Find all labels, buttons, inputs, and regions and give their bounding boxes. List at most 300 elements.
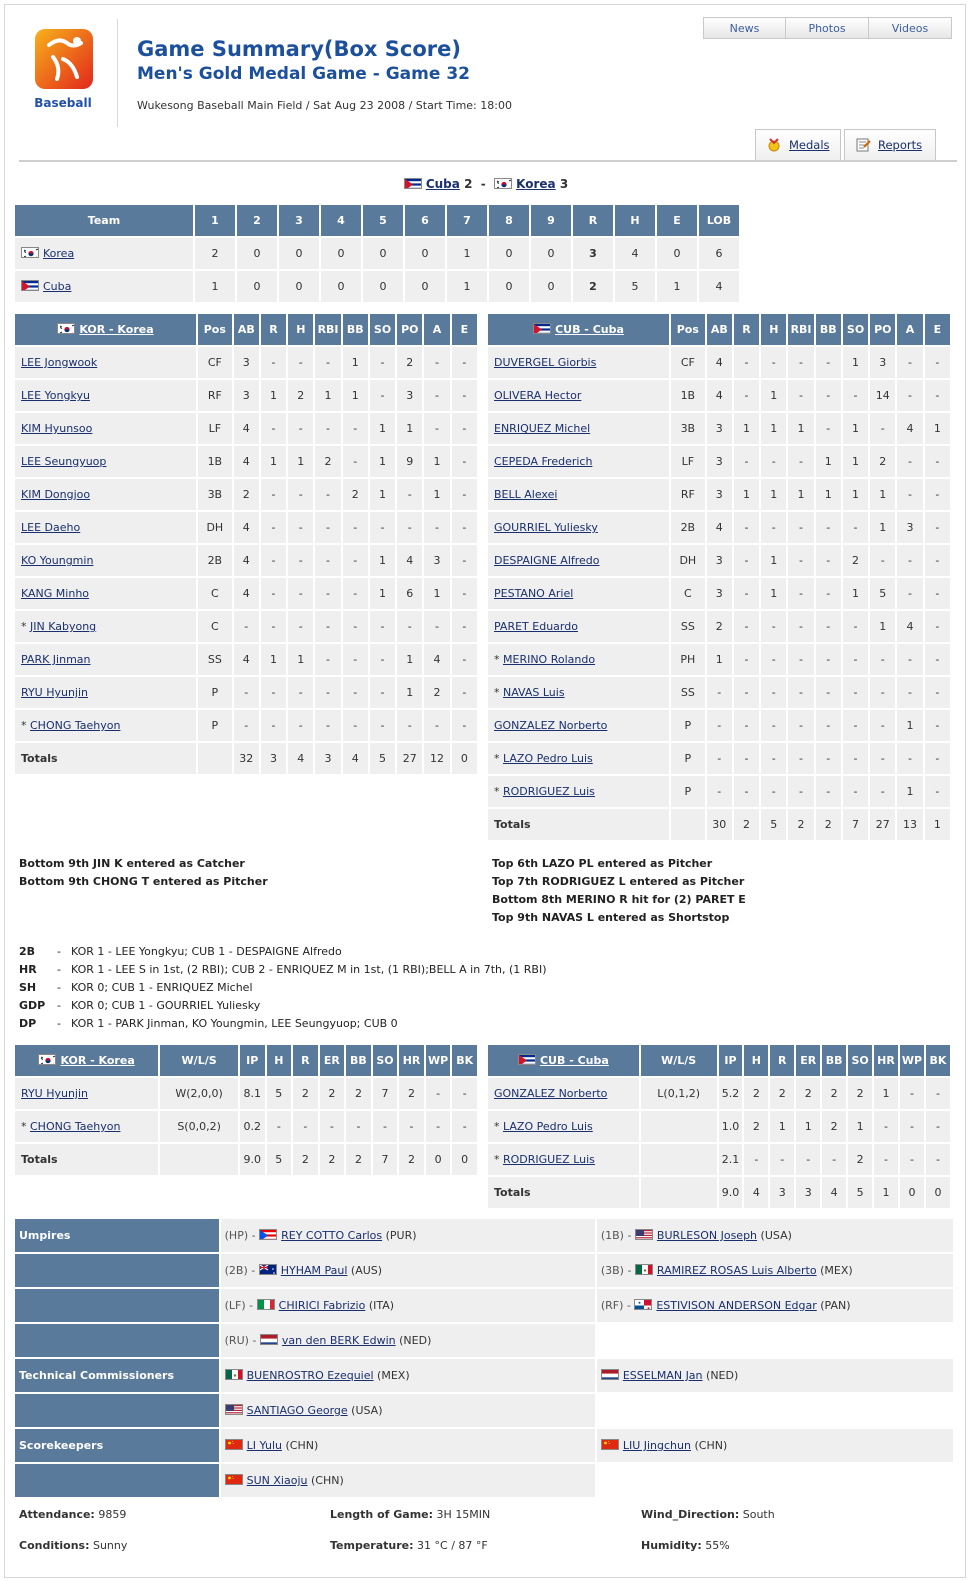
stat-cell: 3 <box>707 479 732 510</box>
totals-row <box>15 743 477 774</box>
tab-reports-label: Reports <box>878 138 923 152</box>
officials-label-cell: Umpires <box>15 1219 219 1252</box>
official-cell <box>221 1464 595 1497</box>
stat-cell: DH <box>198 512 232 543</box>
stat-cell: - <box>424 413 449 444</box>
stat-cell: 2.1 <box>719 1144 743 1175</box>
stat-cell: CF <box>198 347 232 378</box>
play-line <box>19 997 547 1015</box>
header-divider <box>117 19 118 127</box>
stat-cell: 1 <box>370 479 395 510</box>
stat-cell: - <box>315 710 340 741</box>
player-link[interactable]: RODRIGUEZ Luis <box>503 785 595 798</box>
officials-row <box>15 1464 953 1497</box>
stat-cell: - <box>788 545 813 576</box>
flag-pur-icon <box>259 1229 277 1240</box>
stat-header-cell: W/L/S <box>160 1045 238 1076</box>
stat-cell: - <box>370 380 395 411</box>
stat-cell: - <box>343 710 368 741</box>
totals-cell: 9.0 <box>719 1177 743 1208</box>
stat-cell: - <box>761 347 786 378</box>
player-link[interactable]: KANG Minho <box>21 587 90 600</box>
totals-cell: 2 <box>734 809 759 840</box>
player-link[interactable]: OLIVERA Hector <box>494 389 582 402</box>
stat-cell: - <box>707 710 732 741</box>
totals-cell: 3 <box>315 743 340 774</box>
stat-cell: 0.2 <box>240 1111 265 1142</box>
totals-cell: 0 <box>900 1177 924 1208</box>
length-label: Length of Game: <box>330 1508 434 1521</box>
stat-cell: - <box>315 644 340 675</box>
player-name-cell <box>488 578 669 609</box>
stat-cell: 4 <box>707 512 732 543</box>
player-link[interactable]: LEE Yongkyu <box>21 389 90 402</box>
linescore-value-cell: 1 <box>657 271 697 302</box>
flag-chn-icon <box>225 1439 243 1450</box>
stat-cell: - <box>343 611 368 642</box>
stat-cell: 1 <box>770 1111 794 1142</box>
totals-label: Totals <box>488 809 669 840</box>
stat-cell: - <box>870 677 895 708</box>
humidity-label: Humidity: <box>641 1539 702 1552</box>
play-key: SH <box>19 981 37 994</box>
stat-cell: 9 <box>397 446 422 477</box>
stat-header-cell: H <box>288 314 313 345</box>
stat-cell: 4 <box>234 446 259 477</box>
player-link[interactable]: CEPEDA Frederich <box>494 455 593 468</box>
official-link[interactable]: HYHAM Paul <box>280 1264 348 1277</box>
official-link[interactable]: REY COTTO Carlos <box>281 1229 383 1242</box>
stat-header-cell: E <box>452 314 477 345</box>
stat-cell: 2 <box>796 1078 820 1109</box>
korea-substitution-notes <box>19 855 268 891</box>
stat-cell: - <box>424 380 449 411</box>
score-team2-value: 3 <box>559 177 569 191</box>
stat-cell: 4 <box>897 611 922 642</box>
substitute-marker: * <box>21 719 30 732</box>
linescore-value-cell: 0 <box>237 271 277 302</box>
stat-cell: 1 <box>370 446 395 477</box>
totals-cell: 4 <box>288 743 313 774</box>
player-link[interactable]: LAZO Pedro Luis <box>503 1120 593 1133</box>
stat-cell: 1 <box>843 413 868 444</box>
page-frame <box>4 4 966 1578</box>
totals-cell <box>671 809 705 840</box>
stat-cell: - <box>843 776 868 807</box>
stat-cell: - <box>925 743 950 774</box>
player-row <box>488 479 950 510</box>
stat-cell: 2 <box>424 677 449 708</box>
linescore-value-cell: 0 <box>657 238 697 269</box>
tab-medals[interactable] <box>755 129 841 160</box>
stat-cell: 3 <box>234 347 259 378</box>
stat-cell: - <box>796 1144 820 1175</box>
stat-cell: - <box>788 380 813 411</box>
totals-cell: 2 <box>788 809 813 840</box>
humidity-value: 55% <box>705 1539 730 1552</box>
stat-cell: - <box>843 677 868 708</box>
temperature-value: 31 °C / 87 °F <box>417 1539 488 1552</box>
stat-cell: 1 <box>897 776 922 807</box>
player-row <box>15 677 477 708</box>
stat-cell: 1 <box>843 347 868 378</box>
stat-cell: 1 <box>761 578 786 609</box>
stat-cell: - <box>897 578 922 609</box>
player-name-cell <box>488 611 669 642</box>
official-cell <box>221 1254 595 1287</box>
player-row <box>15 446 477 477</box>
stat-cell: - <box>897 743 922 774</box>
stat-cell: 1 <box>343 380 368 411</box>
stat-cell: RF <box>671 479 705 510</box>
stat-cell: - <box>452 512 477 543</box>
stat-cell: - <box>288 413 313 444</box>
player-name-cell <box>15 710 196 741</box>
flag-ned-icon <box>601 1369 619 1380</box>
stat-cell: - <box>370 611 395 642</box>
stat-cell: - <box>452 611 477 642</box>
totals-cell: 5 <box>370 743 395 774</box>
stat-cell: - <box>925 380 950 411</box>
player-link[interactable]: MERINO Rolando <box>503 653 596 666</box>
tab-reports[interactable] <box>844 129 936 160</box>
player-link[interactable]: RYU Hyunjin <box>21 686 89 699</box>
totals-cell: 5 <box>761 809 786 840</box>
stat-cell: - <box>874 1111 898 1142</box>
official-link[interactable]: RAMIREZ ROSAS Luis Alberto <box>656 1264 817 1277</box>
player-row <box>15 710 477 741</box>
stat-cell: 3 <box>870 347 895 378</box>
player-name-cell <box>488 512 669 543</box>
length-value: 3H 15MIN <box>436 1508 491 1521</box>
stat-cell: LF <box>198 413 232 444</box>
stat-cell: - <box>843 743 868 774</box>
official-link[interactable]: ESSELMAN Jan <box>622 1369 703 1382</box>
totals-cell: 0 <box>452 743 477 774</box>
top-nav <box>703 17 952 39</box>
nav-photos[interactable]: Photos <box>786 17 869 39</box>
totals-cell: 27 <box>870 809 895 840</box>
stat-header-cell: H <box>761 314 786 345</box>
official-nationality: (USA) <box>351 1404 383 1417</box>
stat-cell: CF <box>671 347 705 378</box>
stat-header-cell: RBI <box>315 314 340 345</box>
stat-cell: - <box>925 446 950 477</box>
stat-cell: - <box>426 1111 451 1142</box>
score-team2-link[interactable]: Korea <box>516 177 556 191</box>
stat-cell: 4 <box>424 644 449 675</box>
official-link[interactable]: van den BERK Edwin <box>281 1334 396 1347</box>
stat-cell: - <box>261 677 286 708</box>
stat-cell: 4 <box>234 413 259 444</box>
totals-cell: 5 <box>848 1177 872 1208</box>
stat-cell: - <box>234 611 259 642</box>
player-link[interactable]: KIM Hyunsoo <box>21 422 93 435</box>
player-link[interactable]: KIM Dongjoo <box>21 488 91 501</box>
stat-header-cell: H <box>267 1045 292 1076</box>
player-name-cell <box>488 347 669 378</box>
totals-cell: 2 <box>346 1144 371 1175</box>
linescore-value-cell: 6 <box>699 238 739 269</box>
stat-cell: - <box>452 578 477 609</box>
stat-cell: - <box>452 446 477 477</box>
stat-cell: 1 <box>734 479 759 510</box>
stat-cell: - <box>399 1111 424 1142</box>
stat-header-cell: SO <box>848 1045 872 1076</box>
team-header-link[interactable]: CUB - Cuba <box>555 323 624 336</box>
stat-header-cell: BB <box>343 314 368 345</box>
stat-cell: 1 <box>370 578 395 609</box>
official-position: (RF) - <box>600 1299 631 1312</box>
stat-cell: - <box>734 611 759 642</box>
player-row <box>488 1078 950 1109</box>
player-name-cell <box>488 710 669 741</box>
stat-cell: - <box>761 446 786 477</box>
stat-cell: - <box>261 710 286 741</box>
player-name-cell <box>488 479 669 510</box>
stat-cell: - <box>397 710 422 741</box>
totals-cell: 30 <box>707 809 732 840</box>
stat-cell: - <box>261 611 286 642</box>
player-link[interactable]: GOURRIEL Yuliesky <box>494 521 598 534</box>
stat-cell: - <box>315 479 340 510</box>
korea-pitching-table <box>13 1043 479 1177</box>
official-nationality: (USA) <box>760 1229 792 1242</box>
linescore-value-cell: 1 <box>195 271 235 302</box>
player-row <box>15 1111 477 1142</box>
stat-cell: - <box>788 611 813 642</box>
totals-cell: 5 <box>267 1144 292 1175</box>
stat-cell: 3 <box>707 578 732 609</box>
totals-cell: 2 <box>816 809 841 840</box>
player-link[interactable]: PARK Jinman <box>21 653 91 666</box>
play-line <box>19 961 547 979</box>
team-header-link[interactable]: KOR - Korea <box>79 323 154 336</box>
linescore-header-cell: LOB <box>699 205 739 236</box>
substitute-marker: * <box>494 1120 503 1133</box>
player-link[interactable]: DESPAIGNE Alfredo <box>494 554 600 567</box>
team-header-cell <box>488 314 669 345</box>
linescore-team-link[interactable]: Korea <box>43 247 75 260</box>
totals-row <box>488 1177 950 1208</box>
stat-cell: - <box>816 347 841 378</box>
stat-cell: P <box>671 743 705 774</box>
stat-cell: 2 <box>315 446 340 477</box>
player-row <box>15 545 477 576</box>
officials-label-cell: Scorekeepers <box>15 1429 219 1462</box>
totals-cell <box>198 743 232 774</box>
stat-cell: 1 <box>288 446 313 477</box>
nav-news[interactable]: News <box>703 17 786 39</box>
player-link[interactable]: CHONG Taehyon <box>30 1120 121 1133</box>
stat-cell: - <box>870 743 895 774</box>
score-team1-link[interactable]: Cuba <box>425 177 460 191</box>
totals-label: Totals <box>15 1144 158 1175</box>
player-link[interactable]: PESTANO Ariel <box>494 587 574 600</box>
linescore-value-cell: 2 <box>573 271 613 302</box>
team-header-cell <box>488 1045 639 1076</box>
stat-cell: - <box>424 710 449 741</box>
stat-cell: - <box>373 1111 398 1142</box>
stat-cell: - <box>315 512 340 543</box>
official-nationality: (MEX) <box>377 1369 410 1382</box>
player-link[interactable]: KO Youngmin <box>21 554 94 567</box>
player-link[interactable]: LAZO Pedro Luis <box>503 752 593 765</box>
stat-cell: - <box>343 677 368 708</box>
stat-cell: - <box>788 446 813 477</box>
totals-label: Totals <box>15 743 196 774</box>
player-link[interactable]: RODRIGUEZ Luis <box>503 1153 595 1166</box>
stat-header-row <box>488 314 950 345</box>
stat-cell: 4 <box>234 578 259 609</box>
official-cell <box>597 1219 953 1252</box>
official-link[interactable]: BURLESON Joseph <box>656 1229 758 1242</box>
official-position: (RU) - <box>224 1334 257 1347</box>
player-link[interactable]: ENRIQUEZ Michel <box>494 422 591 435</box>
stat-header-cell: A <box>897 314 922 345</box>
stat-cell: - <box>346 1111 371 1142</box>
official-link[interactable]: ESTIVISON ANDERSON Edgar <box>656 1299 817 1312</box>
stat-header-cell: WP <box>426 1045 451 1076</box>
stat-cell: - <box>370 347 395 378</box>
stat-cell: 1 <box>424 479 449 510</box>
player-link[interactable]: RYU Hyunjin <box>21 1087 89 1100</box>
player-link[interactable]: BELL Alexei <box>494 488 558 501</box>
official-link[interactable]: BUENROSTRO Ezequiel <box>246 1369 374 1382</box>
official-cell <box>597 1324 953 1357</box>
stat-cell: 2 <box>744 1078 768 1109</box>
stat-cell: 1 <box>370 545 395 576</box>
flag-kor-icon <box>38 1054 56 1065</box>
stat-cell: 3 <box>707 545 732 576</box>
stat-cell: 3B <box>198 479 232 510</box>
totals-cell: 4 <box>822 1177 846 1208</box>
official-link[interactable]: LIU Jingchun <box>622 1439 691 1452</box>
linescore-value-cell: 0 <box>489 238 529 269</box>
totals-cell: 27 <box>397 743 422 774</box>
linescore-team-cell <box>15 271 193 302</box>
totals-cell: 13 <box>897 809 922 840</box>
player-name-cell <box>15 512 196 543</box>
official-cell <box>221 1289 595 1322</box>
sport-label: Baseball <box>34 96 92 110</box>
player-link[interactable]: CHONG Taehyon <box>30 719 121 732</box>
player-row <box>488 512 950 543</box>
stat-cell: - <box>900 1111 924 1142</box>
player-link[interactable]: LEE Jongwook <box>21 356 98 369</box>
stat-cell: - <box>452 380 477 411</box>
player-name-cell <box>488 1111 639 1142</box>
stat-cell: - <box>261 512 286 543</box>
player-link[interactable]: NAVAS Luis <box>503 686 565 699</box>
linescore-value-cell: 0 <box>237 238 277 269</box>
official-link[interactable]: SUN Xiaoju <box>246 1474 308 1487</box>
officials-label-cell <box>15 1464 219 1497</box>
flag-kor <box>494 178 512 189</box>
team-header-link[interactable]: CUB - Cuba <box>539 1054 609 1067</box>
officials-row <box>15 1324 953 1357</box>
stat-cell: 1 <box>816 479 841 510</box>
stat-cell: - <box>452 545 477 576</box>
stat-cell <box>641 1144 717 1175</box>
player-link[interactable]: JIN Kabyong <box>30 620 97 633</box>
official-link[interactable]: LI Yulu <box>246 1439 282 1452</box>
player-link[interactable]: GONZALEZ Norberto <box>494 1087 608 1100</box>
player-link[interactable]: GONZALEZ Norberto <box>494 719 608 732</box>
player-row <box>488 578 950 609</box>
stat-cell: L(0,1,2) <box>641 1078 717 1109</box>
player-link[interactable]: DUVERGEL Giorbis <box>494 356 597 369</box>
stat-cell: 2 <box>770 1078 794 1109</box>
player-row <box>488 446 950 477</box>
totals-row <box>15 1144 477 1175</box>
stat-cell: 1 <box>848 1111 872 1142</box>
stat-cell: 1 <box>843 578 868 609</box>
stat-cell: 1 <box>288 644 313 675</box>
stat-cell: - <box>343 545 368 576</box>
stat-header-row <box>488 1045 950 1076</box>
nav-videos[interactable]: Videos <box>869 17 952 39</box>
linescore-value-cell: 3 <box>573 238 613 269</box>
stat-cell: - <box>897 479 922 510</box>
stat-cell: 1 <box>707 644 732 675</box>
officials-row <box>15 1359 953 1392</box>
player-link[interactable]: LEE Daeho <box>21 521 81 534</box>
stat-cell: - <box>816 611 841 642</box>
official-link[interactable]: SANTIAGO George <box>246 1404 348 1417</box>
player-link[interactable]: PARET Eduardo <box>494 620 578 633</box>
stat-cell: - <box>761 512 786 543</box>
player-link[interactable]: LEE Seungyuop <box>21 455 107 468</box>
linescore-header-cell: 3 <box>279 205 319 236</box>
player-name-cell <box>488 644 669 675</box>
stat-cell: - <box>816 677 841 708</box>
stat-cell: - <box>261 545 286 576</box>
official-position: (3B) - <box>600 1264 632 1277</box>
official-nationality: (AUS) <box>350 1264 383 1277</box>
stat-cell: - <box>734 347 759 378</box>
stat-cell: - <box>761 677 786 708</box>
play-key: 2B <box>19 945 36 958</box>
linescore-team-cell <box>15 238 193 269</box>
play-line <box>19 979 547 997</box>
venue-info: Wukesong Baseball Main Field / Sat Aug 23 2008 / Start Time: 18:00 <box>137 99 512 112</box>
player-row <box>488 776 950 807</box>
totals-cell: 3 <box>796 1177 820 1208</box>
play-key: DP <box>19 1017 37 1030</box>
wind-value: South <box>742 1508 775 1521</box>
official-nationality: (CHN) <box>311 1474 344 1487</box>
player-name-cell <box>15 1078 158 1109</box>
stat-cell: 1 <box>397 677 422 708</box>
linescore-team-link[interactable]: Cuba <box>43 280 72 293</box>
stat-header-row <box>15 314 477 345</box>
stat-cell: - <box>452 1111 477 1142</box>
player-name-cell <box>488 446 669 477</box>
team-header-link[interactable]: KOR - Korea <box>60 1054 135 1067</box>
linescore-value-cell: 4 <box>699 271 739 302</box>
totals-cell: 12 <box>424 743 449 774</box>
player-name-cell <box>488 776 669 807</box>
stat-cell: - <box>734 578 759 609</box>
stat-cell: - <box>734 380 759 411</box>
stat-header-cell: BB <box>346 1045 371 1076</box>
stat-cell: 1 <box>874 1078 898 1109</box>
official-link[interactable]: CHIRICI Fabrizio <box>278 1299 366 1312</box>
stat-cell: 1 <box>315 380 340 411</box>
stat-cell: - <box>370 644 395 675</box>
stat-cell: 3 <box>424 545 449 576</box>
